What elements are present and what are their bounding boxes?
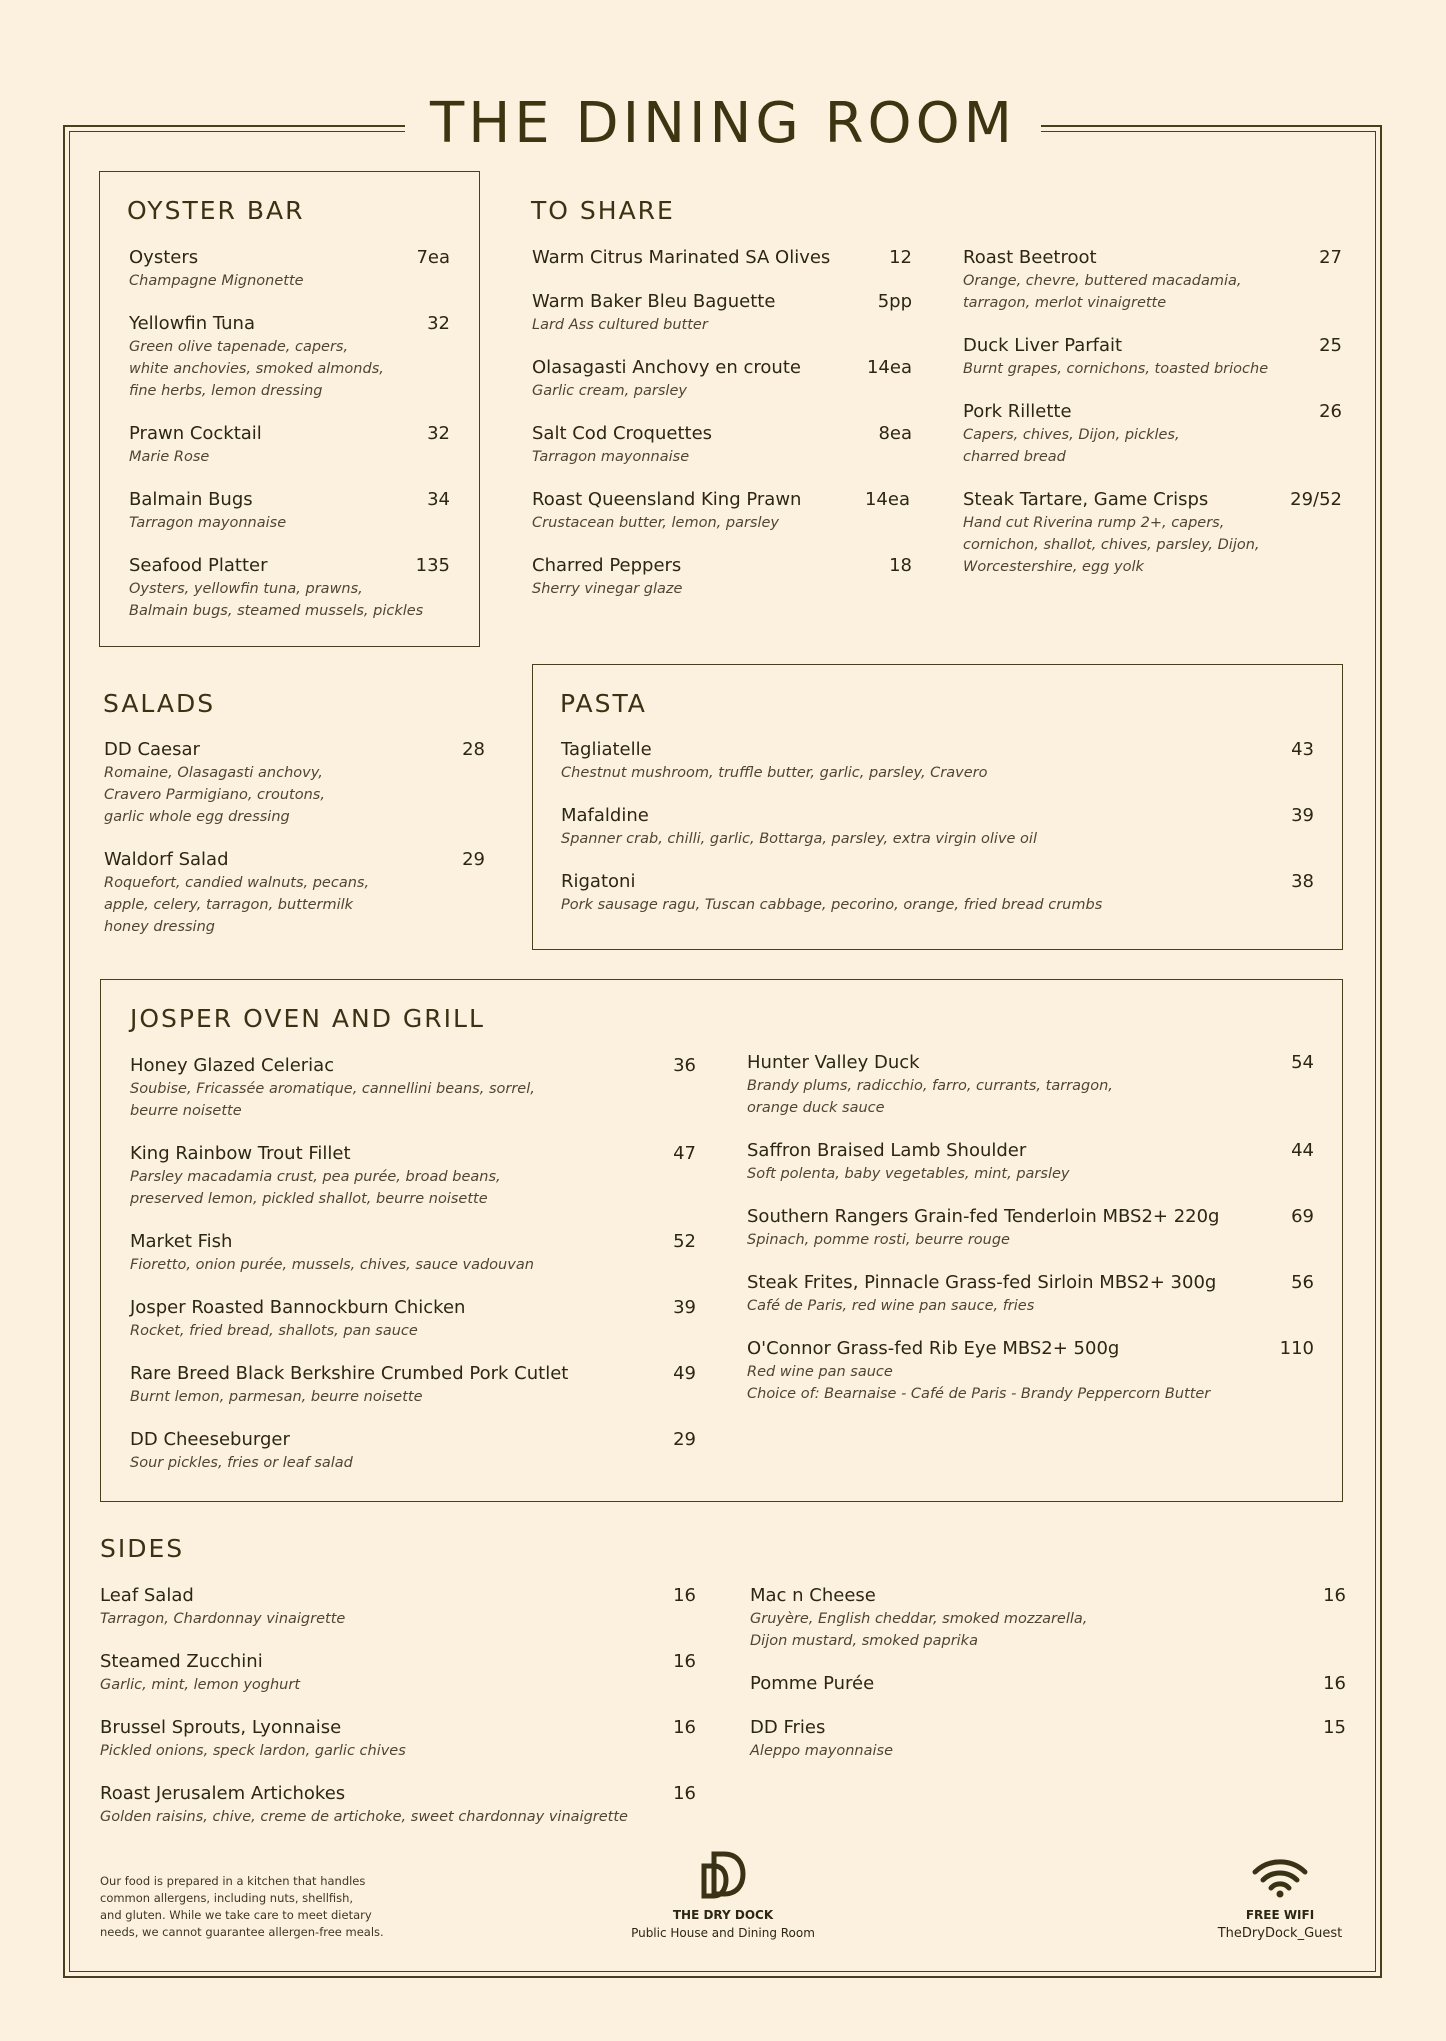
item-price: 18 [889, 555, 912, 576]
item-description: Marie Rose [129, 449, 210, 465]
item-price: 36 [673, 1055, 696, 1076]
menu-item [532, 246, 912, 270]
item-name: King Rainbow Trout Fillet [130, 1143, 351, 1164]
wifi-title: FREE WIFI [1245, 1908, 1315, 1922]
item-name: Roast Jerusalem Artichokes [100, 1783, 346, 1804]
item-description: Crustacean butter, lemon, parsley [532, 515, 780, 531]
item-description: Burnt lemon, parmesan, beurre noisette [130, 1389, 423, 1405]
item-name: Prawn Cocktail [129, 423, 262, 444]
item-name: Olasagasti Anchovy en croute [532, 357, 801, 378]
to-share-section [531, 195, 675, 227]
item-price: 29/52 [1290, 489, 1342, 510]
menu-item [129, 554, 450, 622]
item-price: 43 [1291, 739, 1314, 760]
item-price: 16 [673, 1717, 696, 1738]
item-price: 39 [673, 1297, 696, 1318]
item-name: Pork Rillette [963, 401, 1072, 422]
item-name: Honey Glazed Celeriac [130, 1055, 335, 1076]
oyster-bar-section [127, 195, 304, 227]
menu-item [130, 1362, 696, 1408]
item-price: 8ea [878, 423, 912, 444]
item-price: 26 [1319, 401, 1342, 422]
menu-item [963, 334, 1342, 380]
item-price: 16 [673, 1651, 696, 1672]
item-description: Romaine, Olasagasti anchovy, Cravero Parmigiano, croutons, garlic whole egg dressing [104, 765, 325, 825]
item-price: 14ea [864, 489, 910, 510]
item-name: Tagliatelle [561, 739, 652, 760]
menu-item [104, 738, 485, 828]
item-price: 27 [1319, 247, 1342, 268]
to-share-title: TO SHARE [531, 196, 675, 225]
item-description: Red wine pan sauce Choice of: Bearnaise - Café de Paris - Brandy Peppercorn Butter [747, 1364, 1211, 1402]
item-name: Steak Frites, Pinnacle Grass-fed Sirloin MBS2+ 300g [747, 1272, 1217, 1293]
menu-item [532, 422, 912, 468]
menu-item [561, 804, 1314, 850]
oyster-bar-title: OYSTER BAR [127, 196, 305, 225]
menu-item [747, 1139, 1314, 1185]
item-description: Chestnut mushroom, truffle butter, garlic, parsley, Cravero [561, 765, 988, 781]
menu-item [100, 1716, 696, 1762]
item-name: Roast Queensland King Prawn [532, 489, 802, 510]
menu-item [747, 1271, 1314, 1317]
wifi-icon [1252, 1858, 1308, 1898]
item-description: Gruyère, English cheddar, smoked mozzarella, Dijon mustard, smoked paprika [750, 1611, 1088, 1649]
item-description: Garlic cream, parsley [532, 383, 687, 399]
item-price: 25 [1319, 335, 1342, 356]
item-name: Saffron Braised Lamb Shoulder [747, 1140, 1027, 1161]
item-name: Mafaldine [561, 805, 649, 826]
item-description: Rocket, fried bread, shallots, pan sauce [130, 1323, 418, 1339]
item-name: Warm Baker Bleu Baguette [532, 291, 776, 312]
item-name: Mac n Cheese [750, 1585, 876, 1606]
item-description: Hand cut Riverina rump 2+, capers, cornichon, shallot, chives, parsley, Dijon, Worcestershire, egg yolk [963, 515, 1260, 575]
item-description: Brandy plums, radicchio, farro, currants, tarragon, orange duck sauce [747, 1078, 1113, 1116]
item-description: Aleppo mayonnaise [750, 1743, 893, 1759]
menu-item [750, 1584, 1346, 1652]
item-price: 44 [1291, 1140, 1314, 1161]
item-name: Josper Roasted Bannockburn Chicken [130, 1297, 466, 1318]
item-price: 38 [1291, 871, 1314, 892]
item-price: 56 [1291, 1272, 1314, 1293]
item-description: Garlic, mint, lemon yoghurt [100, 1677, 301, 1693]
sides-title: SIDES [100, 1534, 185, 1563]
item-description: Sour pickles, fries or leaf salad [130, 1455, 353, 1471]
item-name: Yellowfin Tuna [129, 313, 255, 334]
menu-item [532, 554, 912, 600]
item-name: Steamed Zucchini [100, 1651, 263, 1672]
item-description: Lard Ass cultured butter [532, 317, 708, 333]
item-description: Soft polenta, baby vegetables, mint, parsley [747, 1166, 1070, 1182]
menu-item [532, 290, 912, 336]
item-name: Rigatoni [561, 871, 636, 892]
menu-item [100, 1782, 696, 1828]
item-description: Parsley macadamia crust, pea purée, broad beans, preserved lemon, pickled shallot, beurre noisette [130, 1169, 501, 1207]
item-price: 7ea [416, 247, 450, 268]
menu-item [532, 356, 912, 402]
item-name: DD Caesar [104, 739, 200, 760]
item-price: 5pp [877, 291, 912, 312]
item-name: Hunter Valley Duck [747, 1052, 920, 1073]
item-description: Fioretto, onion purée, mussels, chives, sauce vadouvan [130, 1257, 534, 1273]
item-description: Tarragon, Chardonnay vinaigrette [100, 1611, 346, 1627]
item-price: 32 [427, 423, 450, 444]
menu-item [532, 488, 910, 534]
item-price: 12 [889, 247, 912, 268]
menu-item [963, 488, 1342, 578]
item-name: Charred Peppers [532, 555, 682, 576]
menu-item [130, 1230, 696, 1276]
item-price: 29 [462, 849, 485, 870]
item-name: Warm Citrus Marinated SA Olives [532, 247, 831, 268]
item-description: Capers, chives, Dijon, pickles, charred bread [963, 427, 1180, 465]
item-description: Pickled onions, speck lardon, garlic chives [100, 1743, 406, 1759]
menu-item [129, 312, 450, 402]
item-name: Market Fish [130, 1231, 233, 1252]
item-name: Waldorf Salad [104, 849, 229, 870]
item-name: Leaf Salad [100, 1585, 194, 1606]
item-price: 34 [427, 489, 450, 510]
allergen-note: Our food is prepared in a kitchen that handles common allergens, including nuts, shellfish, and gluten. While we take care to meet dietary needs, we cannot guarantee allergen-free meals. [100, 1874, 384, 1939]
item-price: 47 [673, 1143, 696, 1164]
menu-item [130, 1296, 696, 1342]
menu-item [130, 1054, 696, 1122]
item-name: Steak Tartare, Game Crisps [963, 489, 1209, 510]
menu-item [129, 246, 450, 292]
wifi-ssid: TheDryDock_Guest [1217, 1926, 1343, 1941]
item-price: 15 [1323, 1717, 1346, 1738]
item-price: 39 [1291, 805, 1314, 826]
item-description: Tarragon mayonnaise [532, 449, 690, 465]
item-name: O'Connor Grass-fed Rib Eye MBS2+ 500g [747, 1338, 1120, 1359]
item-name: Rare Breed Black Berkshire Crumbed Pork Cutlet [130, 1363, 569, 1384]
menu-item [100, 1650, 696, 1696]
item-name: DD Cheeseburger [130, 1429, 290, 1450]
item-description: Burnt grapes, cornichons, toasted brioche [963, 361, 1269, 377]
item-description: Roquefort, candied walnuts, pecans, apple, celery, tarragon, buttermilk honey dressing [104, 875, 370, 935]
menu-item [747, 1051, 1314, 1119]
item-price: 28 [462, 739, 485, 760]
menu-item [750, 1672, 1346, 1696]
item-price: 14ea [866, 357, 912, 378]
josper-title: JOSPER OVEN AND GRILL [130, 1004, 485, 1033]
page-title: THE DINING ROOM [429, 91, 1016, 156]
menu-item [129, 488, 450, 534]
menu-item [130, 1142, 696, 1210]
item-price: 29 [673, 1429, 696, 1450]
item-name: Balmain Bugs [129, 489, 253, 510]
menu-item [747, 1337, 1314, 1405]
item-name: Pomme Purée [750, 1673, 875, 1694]
item-description: Sherry vinegar glaze [532, 581, 683, 597]
item-price: 16 [673, 1585, 696, 1606]
menu-item [100, 1584, 696, 1630]
item-description: Pork sausage ragu, Tuscan cabbage, pecorino, orange, fried bread crumbs [561, 897, 1103, 913]
item-description: Champagne Mignonette [129, 273, 304, 289]
pasta-section [560, 688, 647, 720]
title-banner [405, 88, 1041, 160]
item-description: Café de Paris, red wine pan sauce, fries [747, 1298, 1035, 1314]
item-name: Oysters [129, 247, 199, 268]
item-name: Roast Beetroot [963, 247, 1097, 268]
sides-section [100, 1533, 184, 1565]
item-description: Spanner crab, chilli, garlic, Bottarga, parsley, extra virgin olive oil [561, 831, 1037, 847]
brand-subtitle: Public House and Dining Room [631, 1926, 815, 1940]
menu-item [129, 422, 450, 468]
item-price: 135 [415, 555, 450, 576]
item-name: DD Fries [750, 1717, 826, 1738]
item-name: Duck Liver Parfait [963, 335, 1123, 356]
item-description: Orange, chevre, buttered macadamia, tarragon, merlot vinaigrette [963, 273, 1242, 311]
josper-section [130, 1003, 485, 1035]
item-price: 52 [673, 1231, 696, 1252]
item-price: 49 [673, 1363, 696, 1384]
item-description: Soubise, Fricassée aromatique, cannellini beans, sorrel, beurre noisette [130, 1081, 535, 1119]
item-price: 16 [673, 1783, 696, 1804]
menu-item [561, 870, 1314, 916]
item-name: Brussel Sprouts, Lyonnaise [100, 1717, 342, 1738]
item-name: Southern Rangers Grain-fed Tenderloin MBS2+ 220g [747, 1206, 1220, 1227]
item-description: Oysters, yellowfin tuna, prawns, Balmain bugs, steamed mussels, pickles [129, 581, 424, 619]
menu-item [747, 1205, 1314, 1251]
salads-section [103, 688, 215, 720]
item-name: Salt Cod Croquettes [532, 423, 713, 444]
item-description: Golden raisins, chive, creme de artichoke, sweet chardonnay vinaigrette [100, 1809, 628, 1825]
menu-item [130, 1428, 696, 1474]
item-description: Green olive tapenade, capers, white anchovies, smoked almonds, fine herbs, lemon dressing [129, 339, 384, 399]
item-name: Seafood Platter [129, 555, 268, 576]
menu-item [750, 1716, 1346, 1762]
menu-item [104, 848, 485, 938]
item-description: Tarragon mayonnaise [129, 515, 287, 531]
dd-monogram-icon [700, 1850, 748, 1900]
item-price: 16 [1323, 1673, 1346, 1694]
salads-title: SALADS [103, 689, 216, 718]
item-price: 32 [427, 313, 450, 334]
menu-item [963, 400, 1342, 468]
item-price: 16 [1323, 1585, 1346, 1606]
item-price: 69 [1291, 1206, 1314, 1227]
item-price: 54 [1291, 1052, 1314, 1073]
menu-item [561, 738, 1314, 784]
item-price: 110 [1279, 1338, 1314, 1359]
brand-name: THE DRY DOCK [672, 1908, 774, 1922]
pasta-title: PASTA [560, 689, 647, 718]
item-description: Spinach, pomme rosti, beurre rouge [747, 1232, 1010, 1248]
menu-item [963, 246, 1342, 314]
